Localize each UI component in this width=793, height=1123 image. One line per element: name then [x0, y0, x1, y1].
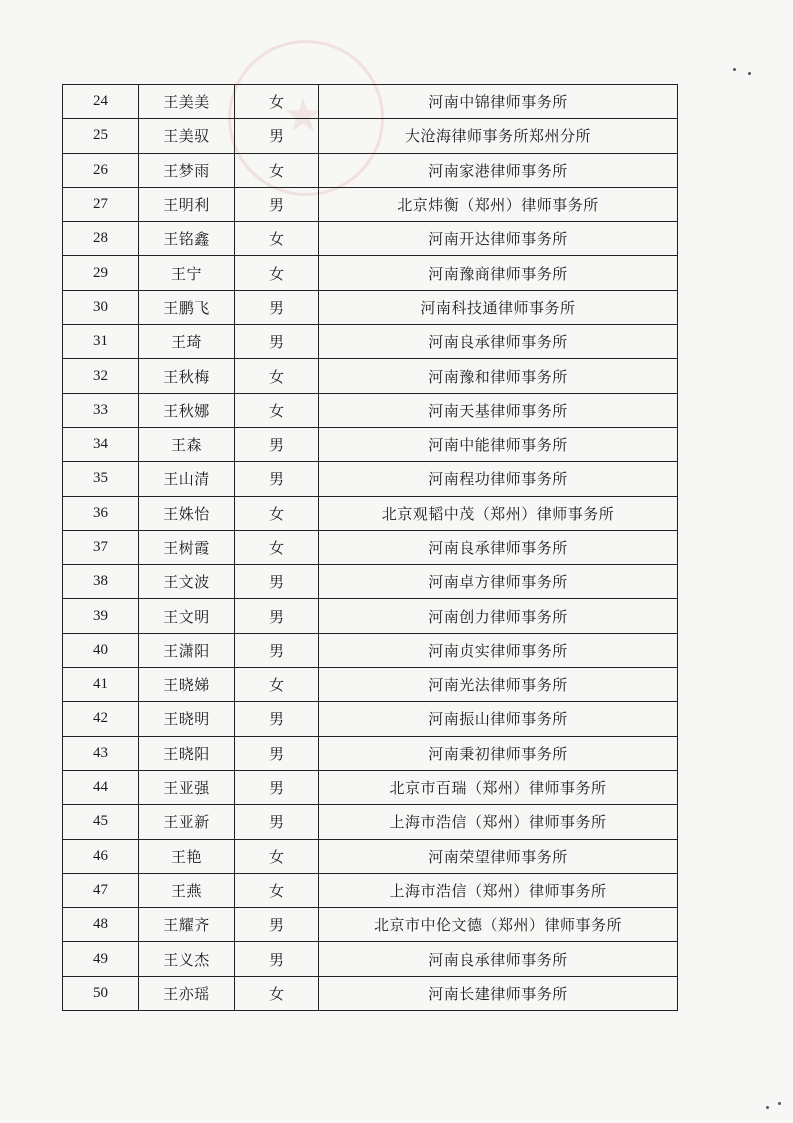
row-number: 24 — [63, 85, 139, 119]
lawyer-gender: 男 — [235, 633, 319, 667]
lawyer-gender: 男 — [235, 462, 319, 496]
lawyer-name: 王亚新 — [139, 805, 235, 839]
law-firm: 河南豫和律师事务所 — [319, 359, 678, 393]
lawyer-gender: 男 — [235, 427, 319, 461]
lawyer-gender: 女 — [235, 839, 319, 873]
lawyer-name: 王耀齐 — [139, 908, 235, 942]
row-number: 46 — [63, 839, 139, 873]
law-firm: 北京市中伦文德（郑州）律师事务所 — [319, 908, 678, 942]
row-number: 26 — [63, 153, 139, 187]
lawyer-gender: 女 — [235, 496, 319, 530]
lawyer-gender: 女 — [235, 222, 319, 256]
lawyer-gender: 男 — [235, 599, 319, 633]
lawyer-name: 王梦雨 — [139, 153, 235, 187]
row-number: 25 — [63, 119, 139, 153]
row-number: 42 — [63, 702, 139, 736]
lawyer-name: 王琦 — [139, 325, 235, 359]
law-firm: 河南贞实律师事务所 — [319, 633, 678, 667]
law-firm: 河南振山律师事务所 — [319, 702, 678, 736]
lawyer-name: 王铭鑫 — [139, 222, 235, 256]
law-firm: 上海市浩信（郑州）律师事务所 — [319, 805, 678, 839]
table-row — [63, 770, 678, 804]
row-number: 30 — [63, 290, 139, 324]
lawyer-gender: 女 — [235, 393, 319, 427]
lawyer-gender: 女 — [235, 976, 319, 1010]
law-firm: 河南天基律师事务所 — [319, 393, 678, 427]
row-number: 44 — [63, 770, 139, 804]
table-row — [63, 359, 678, 393]
row-number: 31 — [63, 325, 139, 359]
row-number: 27 — [63, 187, 139, 221]
row-number: 45 — [63, 805, 139, 839]
table-row — [63, 873, 678, 907]
lawyer-name: 王秋娜 — [139, 393, 235, 427]
lawyer-gender: 男 — [235, 770, 319, 804]
row-number: 49 — [63, 942, 139, 976]
table-row — [63, 702, 678, 736]
law-firm: 大沧海律师事务所郑州分所 — [319, 119, 678, 153]
lawyer-name: 王亦瑶 — [139, 976, 235, 1010]
law-firm: 河南程功律师事务所 — [319, 462, 678, 496]
table-row — [63, 668, 678, 702]
seal-star-icon: ★ — [282, 88, 324, 142]
table-row — [63, 427, 678, 461]
lawyer-gender: 女 — [235, 873, 319, 907]
table-row — [63, 736, 678, 770]
law-firm: 河南良承律师事务所 — [319, 325, 678, 359]
table-row — [63, 496, 678, 530]
law-firm: 河南长建律师事务所 — [319, 976, 678, 1010]
lawyer-name: 王艳 — [139, 839, 235, 873]
row-number: 37 — [63, 530, 139, 564]
lawyer-gender: 女 — [235, 256, 319, 290]
table-row — [63, 805, 678, 839]
lawyer-name: 王美驭 — [139, 119, 235, 153]
law-firm: 河南中锦律师事务所 — [319, 85, 678, 119]
row-number: 50 — [63, 976, 139, 1010]
lawyer-gender: 男 — [235, 908, 319, 942]
scan-speck — [748, 72, 751, 75]
row-number: 33 — [63, 393, 139, 427]
lawyer-name: 王明利 — [139, 187, 235, 221]
law-firm: 上海市浩信（郑州）律师事务所 — [319, 873, 678, 907]
scan-speck — [766, 1106, 769, 1109]
lawyer-gender: 男 — [235, 805, 319, 839]
lawyer-name: 王燕 — [139, 873, 235, 907]
lawyer-gender: 男 — [235, 942, 319, 976]
lawyer-name: 王山清 — [139, 462, 235, 496]
row-number: 32 — [63, 359, 139, 393]
law-firm: 河南良承律师事务所 — [319, 942, 678, 976]
lawyer-name: 王晓明 — [139, 702, 235, 736]
lawyer-gender: 男 — [235, 702, 319, 736]
law-firm: 河南科技通律师事务所 — [319, 290, 678, 324]
row-number: 35 — [63, 462, 139, 496]
row-number: 43 — [63, 736, 139, 770]
law-firm: 河南良承律师事务所 — [319, 530, 678, 564]
lawyer-gender: 男 — [235, 736, 319, 770]
row-number: 34 — [63, 427, 139, 461]
law-firm: 北京观韬中茂（郑州）律师事务所 — [319, 496, 678, 530]
table-row — [63, 565, 678, 599]
lawyer-gender: 女 — [235, 153, 319, 187]
lawyer-roster-table — [62, 84, 678, 1011]
table-row — [63, 839, 678, 873]
row-number: 29 — [63, 256, 139, 290]
table-row — [63, 290, 678, 324]
law-firm: 河南光法律师事务所 — [319, 668, 678, 702]
law-firm: 北京市百瑞（郑州）律师事务所 — [319, 770, 678, 804]
table-row — [63, 393, 678, 427]
row-number: 48 — [63, 908, 139, 942]
table-row — [63, 256, 678, 290]
lawyer-name: 王义杰 — [139, 942, 235, 976]
lawyer-name: 王文波 — [139, 565, 235, 599]
table-row — [63, 325, 678, 359]
law-firm: 河南秉初律师事务所 — [319, 736, 678, 770]
lawyer-name: 王潇阳 — [139, 633, 235, 667]
lawyer-gender: 男 — [235, 187, 319, 221]
row-number: 41 — [63, 668, 139, 702]
law-firm: 河南家港律师事务所 — [319, 153, 678, 187]
lawyer-gender: 女 — [235, 530, 319, 564]
scan-speck — [778, 1102, 781, 1105]
row-number: 38 — [63, 565, 139, 599]
row-number: 28 — [63, 222, 139, 256]
law-firm: 河南荣望律师事务所 — [319, 839, 678, 873]
lawyer-name: 王宁 — [139, 256, 235, 290]
table-row — [63, 633, 678, 667]
row-number: 40 — [63, 633, 139, 667]
law-firm: 河南卓方律师事务所 — [319, 565, 678, 599]
law-firm: 河南开达律师事务所 — [319, 222, 678, 256]
law-firm: 河南豫商律师事务所 — [319, 256, 678, 290]
table-row — [63, 908, 678, 942]
lawyer-gender: 女 — [235, 668, 319, 702]
lawyer-name: 王树霞 — [139, 530, 235, 564]
lawyer-gender: 男 — [235, 565, 319, 599]
lawyer-name: 王美美 — [139, 85, 235, 119]
table-row — [63, 976, 678, 1010]
law-firm: 北京炜衡（郑州）律师事务所 — [319, 187, 678, 221]
table-row — [63, 153, 678, 187]
table-row — [63, 187, 678, 221]
law-firm: 河南中能律师事务所 — [319, 427, 678, 461]
row-number: 39 — [63, 599, 139, 633]
lawyer-name: 王森 — [139, 427, 235, 461]
table-row — [63, 530, 678, 564]
table-row — [63, 462, 678, 496]
row-number: 47 — [63, 873, 139, 907]
lawyer-gender: 男 — [235, 325, 319, 359]
table-row — [63, 942, 678, 976]
lawyer-name: 王晓娣 — [139, 668, 235, 702]
lawyer-name: 王秋梅 — [139, 359, 235, 393]
lawyer-gender: 女 — [235, 85, 319, 119]
scan-speck — [733, 68, 736, 71]
lawyer-name: 王晓阳 — [139, 736, 235, 770]
lawyer-name: 王文明 — [139, 599, 235, 633]
lawyer-name: 王姝怡 — [139, 496, 235, 530]
law-firm: 河南创力律师事务所 — [319, 599, 678, 633]
table-row — [63, 599, 678, 633]
lawyer-name: 王鹏飞 — [139, 290, 235, 324]
lawyer-name: 王亚强 — [139, 770, 235, 804]
lawyer-gender: 女 — [235, 359, 319, 393]
lawyer-gender: 男 — [235, 119, 319, 153]
roster-table-body — [63, 85, 678, 1011]
table-row — [63, 85, 678, 119]
table-row — [63, 119, 678, 153]
row-number: 36 — [63, 496, 139, 530]
table-row — [63, 222, 678, 256]
lawyer-gender: 男 — [235, 290, 319, 324]
